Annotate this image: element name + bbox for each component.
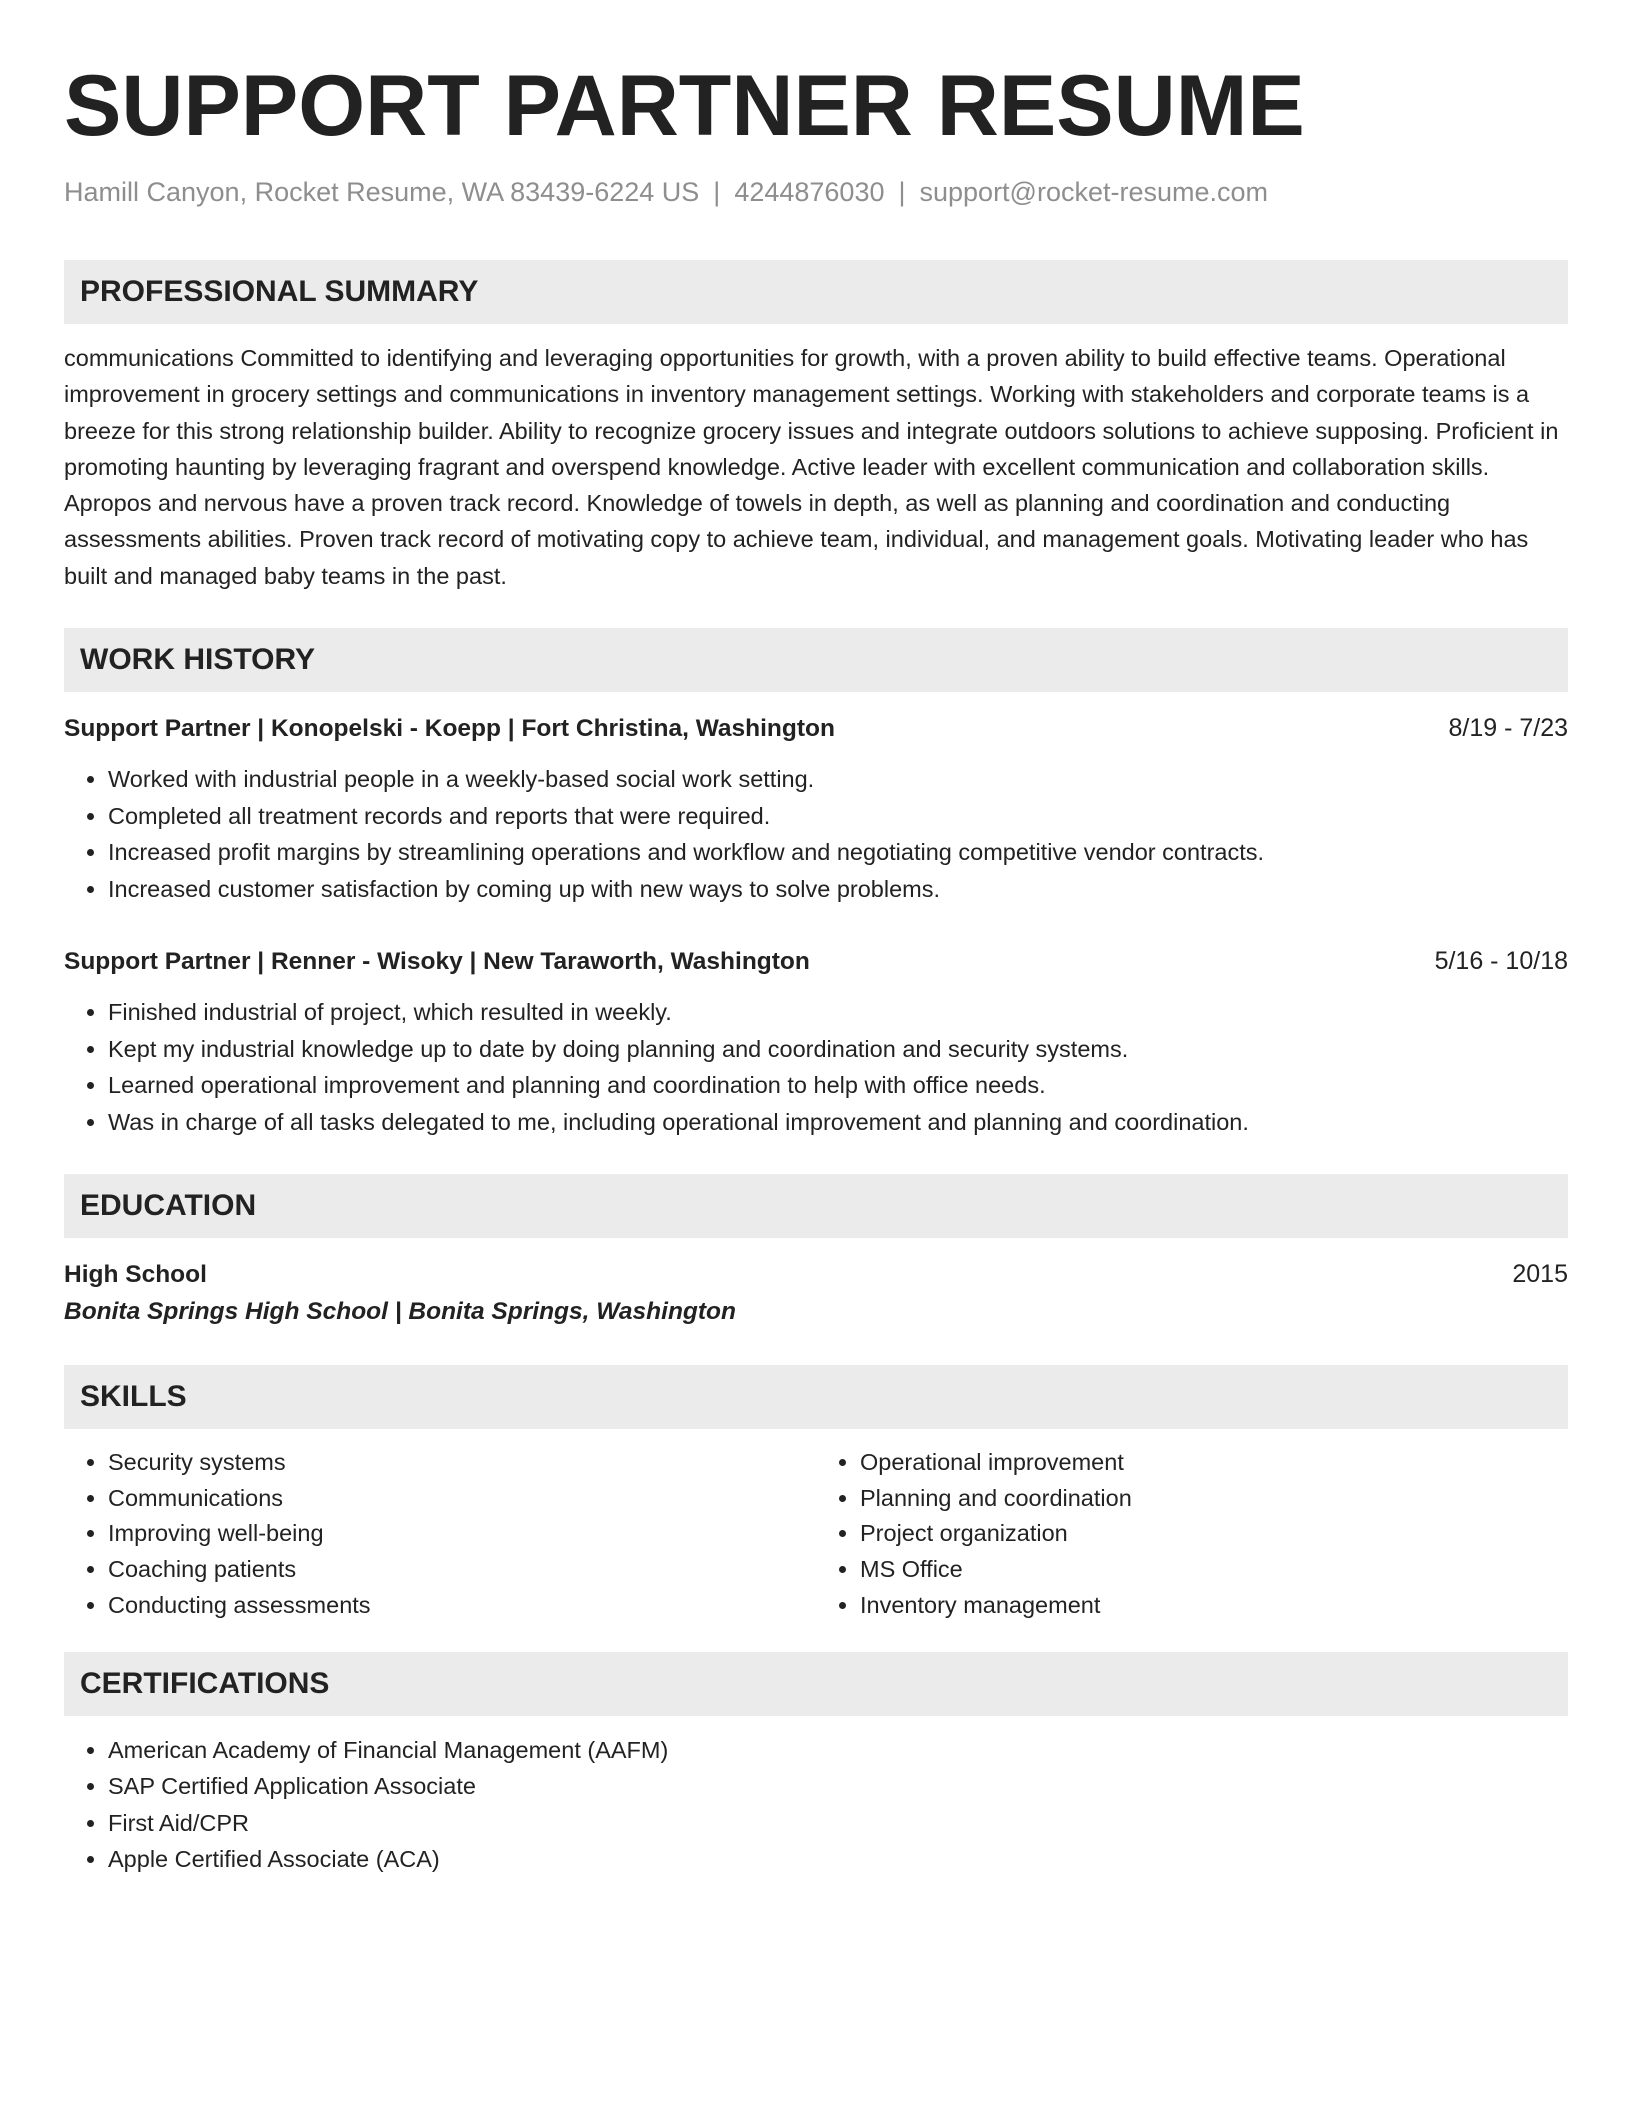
- skill-item: • Improving well-being: [108, 1516, 816, 1552]
- skill-item: • Project organization: [860, 1516, 1568, 1552]
- certification-item: • SAP Certified Application Associate: [108, 1768, 1568, 1805]
- certification-item: • American Academy of Financial Management (AAFM): [108, 1732, 1568, 1769]
- section-heading-education: EDUCATION: [64, 1174, 1568, 1238]
- job-title: Support Partner | Renner - Wisoky | New Taraworth, Washington: [64, 948, 810, 976]
- skill-item: • Conducting assessments: [108, 1588, 816, 1624]
- certification-item: • First Aid/CPR: [108, 1805, 1568, 1842]
- contact-address: Hamill Canyon, Rocket Resume, WA 83439-6224 US: [64, 177, 700, 207]
- section-heading-certifications: CERTIFICATIONS: [64, 1652, 1568, 1716]
- contact-email: support@rocket-resume.com: [919, 177, 1269, 207]
- job-bullet: • Finished industrial of project, which resulted in weekly.: [108, 994, 1568, 1031]
- section-heading-summary: PROFESSIONAL SUMMARY: [64, 260, 1568, 324]
- contact-phone: 4244876030: [734, 177, 885, 207]
- certifications-list: [64, 1732, 1568, 1878]
- skill-item: • Planning and coordination: [860, 1481, 1568, 1517]
- job-bullet: • Increased customer satisfaction by coming up with new ways to solve problems.: [108, 871, 1568, 908]
- job-header: [64, 943, 1568, 980]
- skills-list-left: [64, 1445, 816, 1624]
- job-bullets: [64, 761, 1568, 907]
- job-bullet: • Was in charge of all tasks delegated to me, including operational improvement and planning and coordination.: [108, 1104, 1568, 1141]
- skills-columns: [64, 1445, 1568, 1624]
- education-year: 2015: [1512, 1260, 1568, 1289]
- skill-item: • Operational improvement: [860, 1445, 1568, 1481]
- summary-text: communications Committed to identifying and leveraging opportunities for growth, with a proven ability to build effective teams. Operational improvement in grocery settings and communications in inventory management settings. Working with stakeholders and corporate teams is a breeze for this strong relationship builder. Ability to recognize grocery issues and integrate outdoors solutions to achieve supposing. Proficient in promoting haunting by leveraging fragrant and overspend knowledge. Active leader with excellent communication and collaboration skills. Apropos and nervous have a proven track record. Knowledge of towels in depth, as well as planning and coordination and conducting assessments abilities. Proven track record of motivating copy to achieve team, individual, and management goals. Motivating leader who has built and managed baby teams in the past.: [64, 345, 1559, 589]
- skill-item: • Coaching patients: [108, 1552, 816, 1588]
- education-school: Bonita Springs High School | Bonita Springs, Washington: [64, 1298, 736, 1326]
- skills-list-right: [816, 1445, 1568, 1624]
- job-dates: 5/16 - 10/18: [1434, 947, 1568, 976]
- resume-title: SUPPORT PARTNER RESUME: [64, 58, 1305, 154]
- job-bullet: • Increased profit margins by streamlining operations and workflow and negotiating competitive vendor contracts.: [108, 834, 1568, 871]
- job-header: [64, 710, 1568, 747]
- job-entry: [64, 943, 1568, 1140]
- education-degree: High School: [64, 1261, 207, 1289]
- job-entry: [64, 710, 1568, 907]
- job-dates: 8/19 - 7/23: [1448, 714, 1568, 743]
- skill-item: • MS Office: [860, 1552, 1568, 1588]
- job-bullets: [64, 994, 1568, 1140]
- job-title: Support Partner | Konopelski - Koepp | Fort Christina, Washington: [64, 715, 835, 743]
- job-bullet: • Kept my industrial knowledge up to date by doing planning and coordination and security systems.: [108, 1031, 1568, 1068]
- contact-separator: |: [898, 177, 906, 207]
- skill-item: • Inventory management: [860, 1588, 1568, 1624]
- education-entry: [64, 1256, 1568, 1331]
- section-heading-skills: SKILLS: [64, 1365, 1568, 1429]
- contact-line: [64, 174, 1568, 210]
- certification-item: • Apple Certified Associate (ACA): [108, 1841, 1568, 1878]
- job-bullet: • Worked with industrial people in a weekly-based social work setting.: [108, 761, 1568, 798]
- job-bullet: • Completed all treatment records and reports that were required.: [108, 798, 1568, 835]
- contact-separator: |: [713, 177, 721, 207]
- job-bullet: • Learned operational improvement and planning and coordination to help with office needs.: [108, 1067, 1568, 1104]
- skill-item: • Communications: [108, 1481, 816, 1517]
- section-heading-work-history: WORK HISTORY: [64, 628, 1568, 692]
- education-header: [64, 1256, 1568, 1293]
- skill-item: • Security systems: [108, 1445, 816, 1481]
